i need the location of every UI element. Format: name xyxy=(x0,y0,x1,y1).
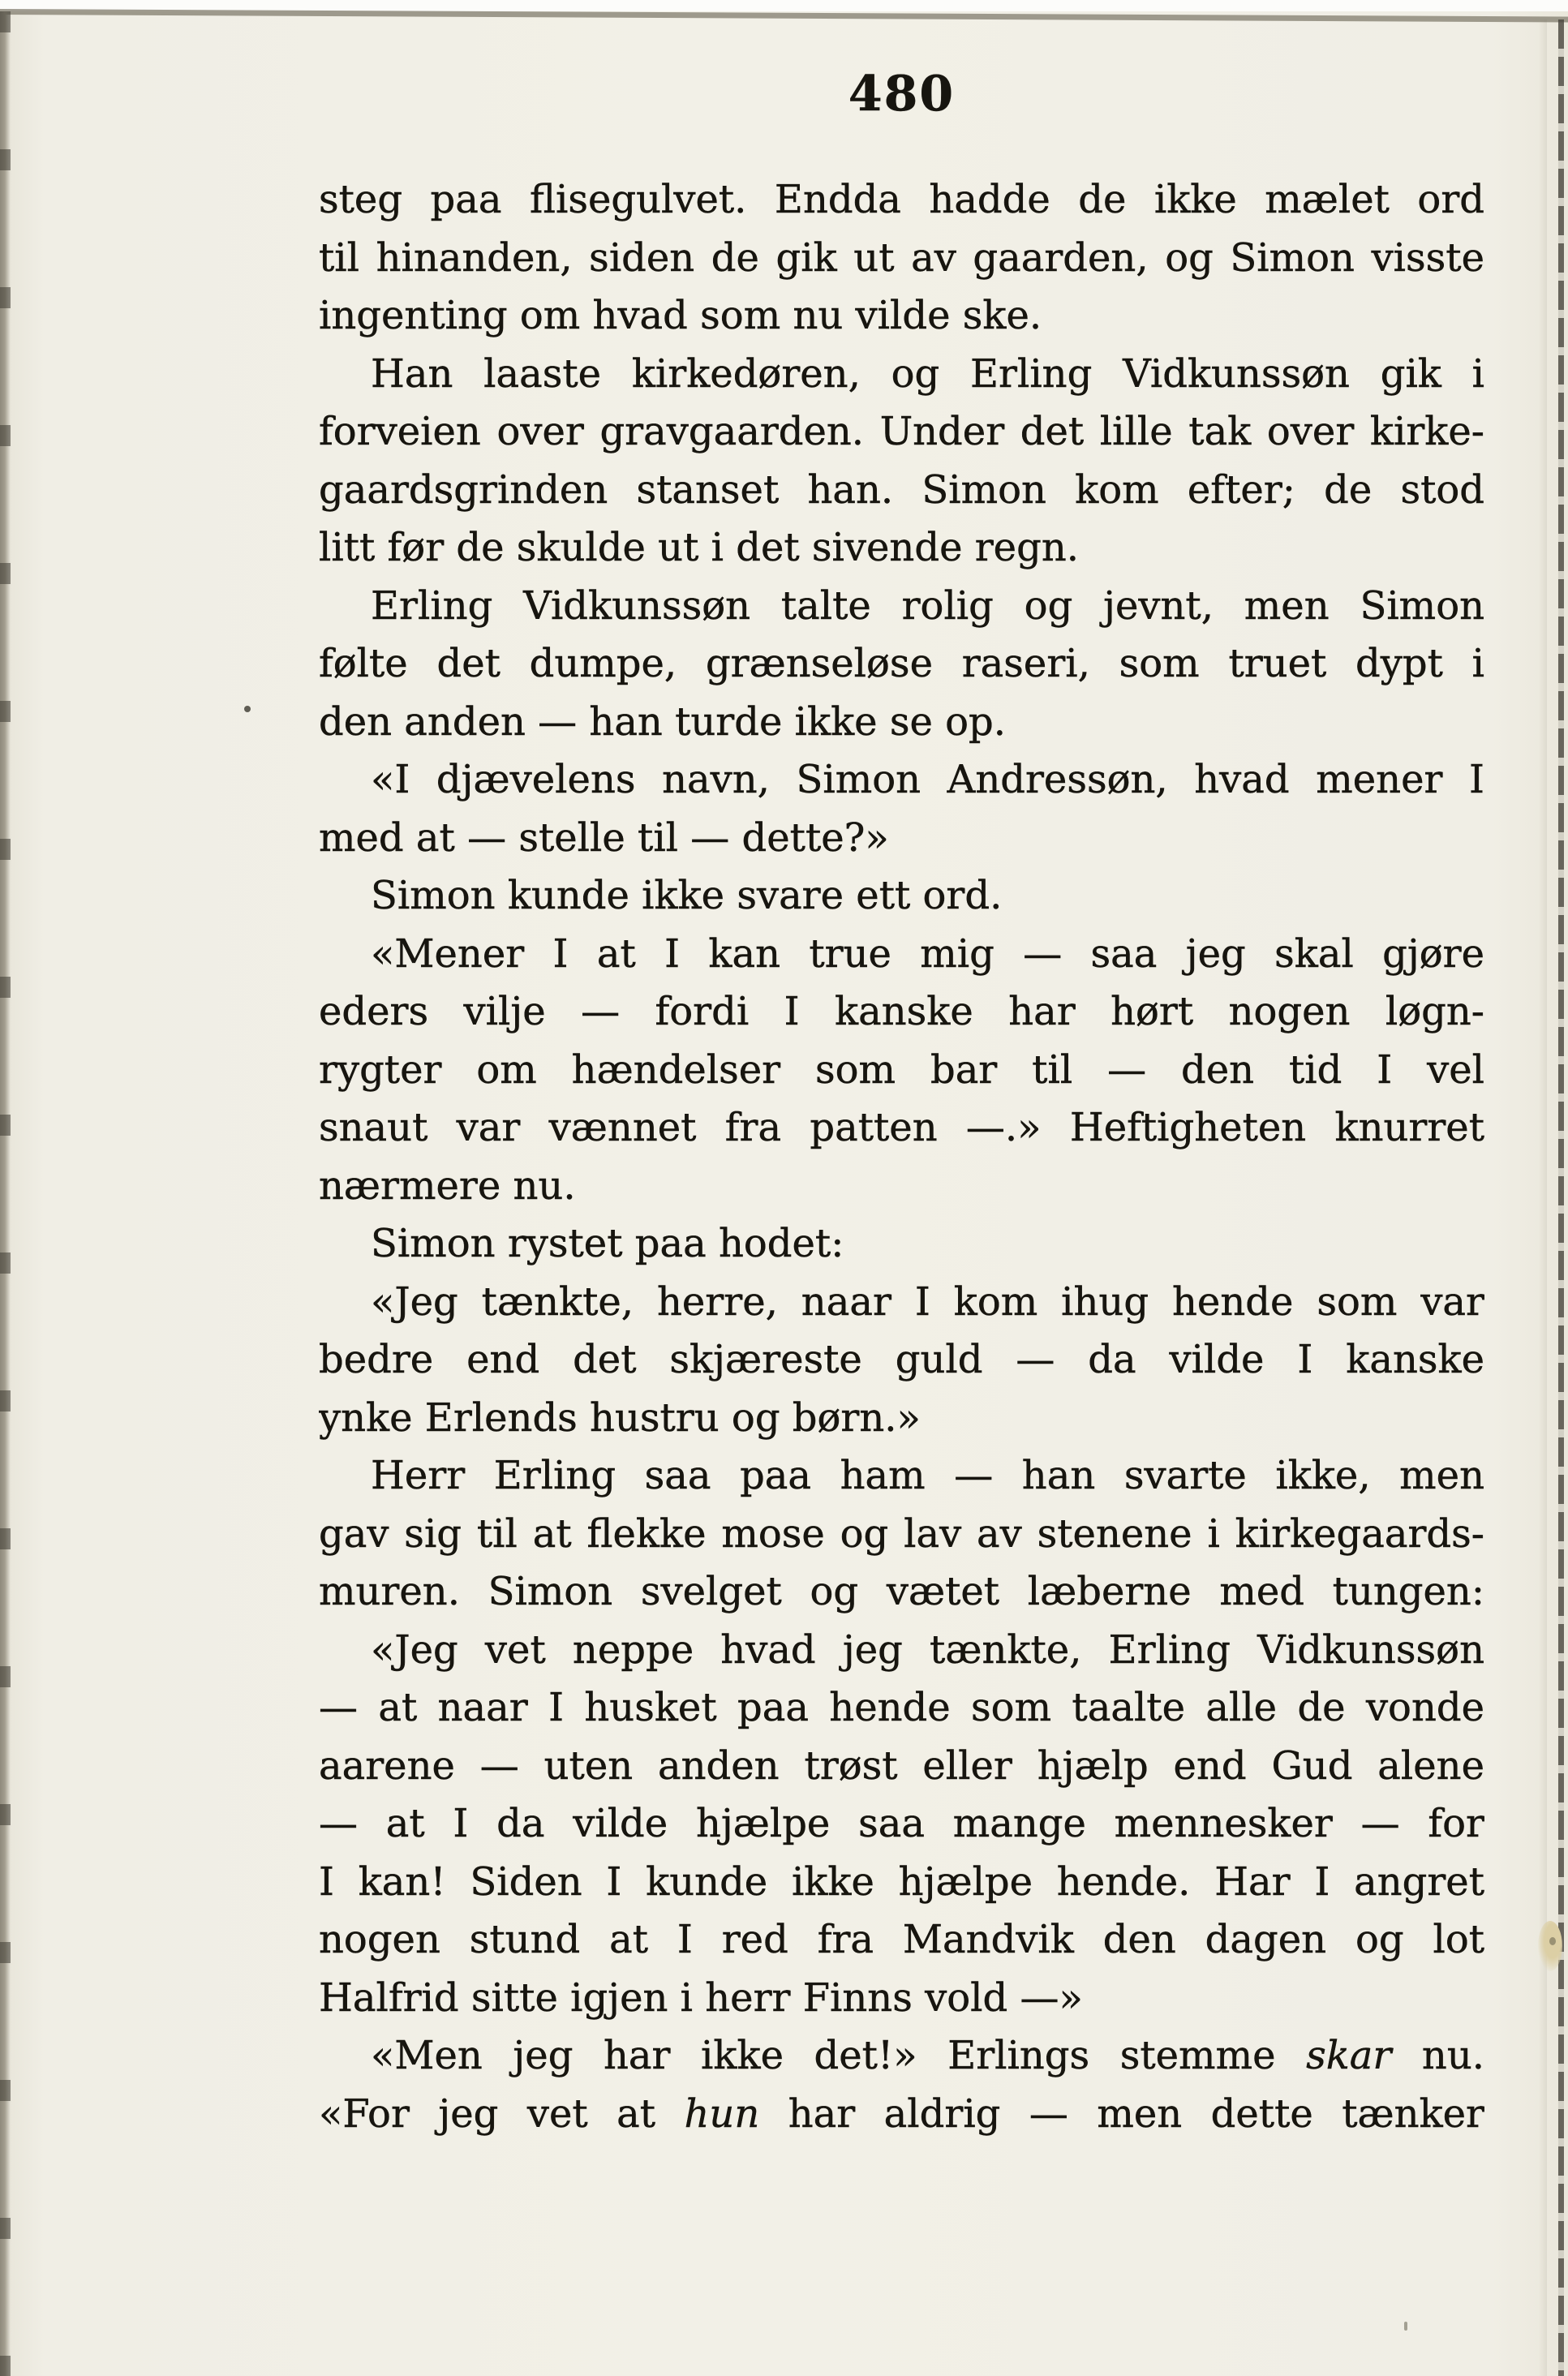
text-line xyxy=(319,635,1484,694)
text-segment: — at I da vilde hjælpe saa mange mennesker — for xyxy=(319,1801,1484,1846)
text-segment: Erling Vidkunssøn talte rolig og jevnt, men Simon xyxy=(371,582,1484,629)
text-segment: Herr Erling saa paa ham — han svarte ikke, men xyxy=(371,1453,1484,1498)
text-segment: muren. Simon svelget og vætet læberne med tungen: xyxy=(319,1569,1484,1614)
text-line xyxy=(319,1331,1484,1390)
text-segment: «For jeg vet at xyxy=(319,2090,685,2137)
paper-tear-mark xyxy=(1549,1937,1556,1945)
text-line xyxy=(319,578,1484,636)
text-segment: — at naar I husket paa hende som taalte alle de vonde xyxy=(319,1685,1484,1730)
text-line xyxy=(319,1274,1484,1332)
text-line xyxy=(319,1679,1484,1738)
text-segment: aarene — uten anden trøst eller hjælp end Gud alene xyxy=(319,1742,1484,1789)
text-segment: eders vilje — fordi I kanske har hørt nogen løgn- xyxy=(319,989,1484,1034)
text-line xyxy=(319,1506,1484,1564)
text-line xyxy=(319,2086,1484,2144)
text-line xyxy=(319,403,1484,462)
text-segment: «Jeg vet neppe hvad jeg tænkte, Erling Vidkunssøn xyxy=(371,1626,1484,1673)
text-segment: ynke Erlends hustru og børn.» xyxy=(319,1394,921,1441)
text-segment: gav sig til at flekke mose og lav av stenene i kirkegaards- xyxy=(319,1510,1484,1557)
text-line xyxy=(319,983,1484,1042)
text-segment: «I djævelens navn, Simon Andressøn, hvad mener I xyxy=(371,757,1484,802)
text-segment: med at — stelle til — dette?» xyxy=(319,814,889,861)
text-segment: Han laaste kirkedøren, og Erling Vidkunssøn gik i xyxy=(371,350,1484,397)
text-segment: forveien over gravgaarden. Under det lille tak over kirke- xyxy=(319,409,1484,454)
text-line xyxy=(319,1970,1484,2028)
text-line xyxy=(319,519,1484,578)
text-line xyxy=(319,694,1484,752)
text-line xyxy=(319,1911,1484,1970)
ink-speck xyxy=(244,706,251,712)
page-right-edge xyxy=(1558,19,1564,2376)
text-segment: «Mener I at I kan true mig — saa jeg skal gjøre xyxy=(371,930,1484,977)
text-segment: bedre end det skjæreste guld — da vilde I kanske xyxy=(319,1337,1484,1382)
text-segment: har aldrig — men dette tænker xyxy=(759,2090,1484,2137)
italic-word: hun xyxy=(684,2090,760,2137)
page-left-deckle-edge xyxy=(0,11,11,2376)
text-line xyxy=(319,1390,1484,1448)
text-segment: I kan! Siden I kunde ikke hjælpe hende. Har I angret xyxy=(319,1858,1484,1905)
text-line xyxy=(319,1215,1484,1274)
text-segment: nogen stund at I red fra Mandvik den dagen og lot xyxy=(319,1917,1484,1962)
text-segment: «Men jeg har ikke det!» Erlings stemme xyxy=(371,2033,1307,2078)
text-line xyxy=(319,1042,1484,1100)
text-line xyxy=(319,230,1484,288)
text-line xyxy=(319,1447,1484,1506)
text-line xyxy=(319,1738,1484,1796)
text-line xyxy=(319,1158,1484,1216)
page-right-shadow xyxy=(1539,19,1547,2376)
text-line xyxy=(319,926,1484,984)
text-segment: rygter om hændelser som bar til — den tid I vel xyxy=(319,1046,1484,1093)
text-segment: nærmere nu. xyxy=(319,1162,576,1209)
text-line xyxy=(319,287,1484,346)
paper-tear xyxy=(1538,1921,1562,1971)
italic-word: skar xyxy=(1306,2033,1392,2078)
text-block xyxy=(319,171,1484,2143)
text-segment: den anden — han turde ikke se op. xyxy=(319,698,1007,745)
text-segment: nu. xyxy=(1391,2033,1484,2078)
text-segment: følte det dumpe, grænseløse raseri, som truet dypt i xyxy=(319,641,1484,686)
text-line xyxy=(319,1563,1484,1622)
page-number: 480 xyxy=(848,66,956,122)
text-line xyxy=(319,1854,1484,1912)
text-line xyxy=(319,751,1484,810)
text-segment: ingenting om hvad som nu vilde ske. xyxy=(319,293,1042,338)
text-line xyxy=(319,346,1484,404)
paper-speck xyxy=(1404,2322,1407,2331)
text-segment: litt før de skulde ut i det sivende regn. xyxy=(319,525,1079,570)
text-line xyxy=(319,462,1484,520)
text-segment: Halfrid sitte igjen i herr Finns vold —» xyxy=(319,1974,1083,2021)
text-line xyxy=(319,1795,1484,1854)
text-segment: gaardsgrinden stanset han. Simon kom efter; de stod xyxy=(319,466,1484,513)
text-line xyxy=(319,2027,1484,2086)
text-segment: Simon kunde ikke svare ett ord. xyxy=(371,873,1003,918)
text-segment: steg paa flisegulvet. Endda hadde de ikke mælet ord xyxy=(319,177,1484,222)
text-line xyxy=(319,867,1484,926)
text-segment: Simon rystet paa hodet: xyxy=(371,1221,844,1266)
text-line xyxy=(319,1099,1484,1158)
text-segment: til hinanden, siden de gik ut av gaarden, og Simon visste xyxy=(319,234,1484,281)
text-line xyxy=(319,810,1484,868)
text-line xyxy=(319,171,1484,230)
text-segment: snaut var vænnet fra patten —.» Heftigheten knurret xyxy=(319,1105,1484,1150)
text-segment: «Jeg tænkte, herre, naar I kom ihug hende som var xyxy=(371,1278,1484,1325)
text-line xyxy=(319,1622,1484,1680)
